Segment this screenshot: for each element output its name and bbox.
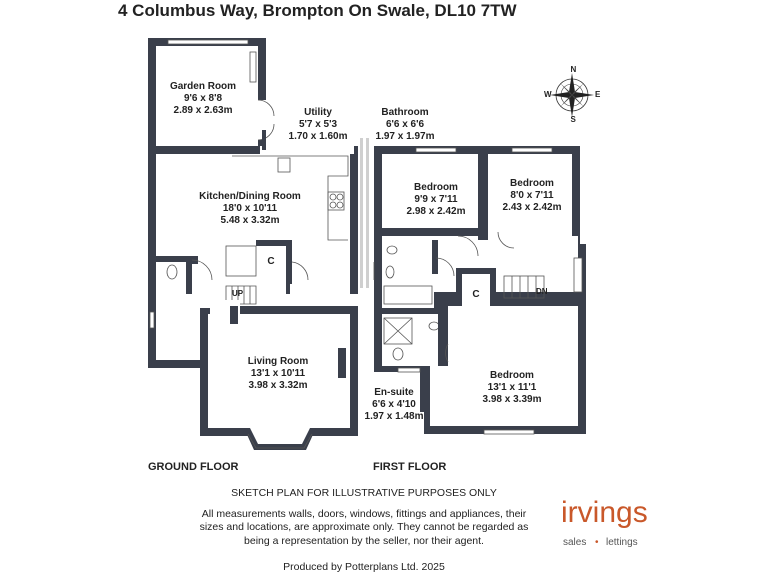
garden-room-name: Garden Room — [169, 81, 237, 92]
utility-name: Utility — [304, 107, 332, 118]
brand-tagline-sep: • — [595, 537, 599, 548]
brand-tagline-left: sales — [563, 537, 587, 548]
stairs-dn-label: DN — [536, 287, 548, 296]
bathroom-name: Bathroom — [381, 107, 429, 118]
compass-east: E — [595, 90, 601, 99]
living-room-imperial: 13'1 x 10'11 — [250, 368, 306, 379]
disclaimer-heading: SKETCH PLAN FOR ILLUSTRATIVE PURPOSES ONLY — [231, 487, 497, 499]
ground-floor-label: GROUND FLOOR — [148, 461, 239, 473]
utility-metric: 1.70 x 1.60m — [288, 131, 348, 142]
first-cupboard-label: C — [472, 289, 480, 300]
ensuite-metric: 1.97 x 1.48m — [364, 411, 424, 422]
disclaimer-line1: All measurements walls, doors, windows, fittings and appliances, their — [201, 508, 527, 520]
bedroom2-imperial: 8'0 x 7'11 — [510, 190, 554, 201]
compass-west: W — [544, 90, 552, 99]
kitchen-name: Kitchen/Dining Room — [199, 191, 301, 202]
living-room-metric: 3.98 x 3.32m — [248, 380, 308, 391]
bedroom1-name: Bedroom — [414, 182, 458, 193]
compass-south: S — [570, 115, 576, 124]
living-room-name: Living Room — [247, 356, 309, 367]
irvings-logo — [561, 496, 648, 548]
brand-name: irvings — [561, 496, 648, 529]
ensuite-imperial: 6'6 x 4'10 — [372, 399, 416, 410]
first-floor-label: FIRST FLOOR — [373, 461, 447, 473]
bedroom3-metric: 3.98 x 3.39m — [482, 394, 542, 405]
ensuite-name: En-suite — [374, 387, 414, 398]
stairs-up-label: UP — [232, 289, 244, 298]
compass-north: N — [570, 65, 577, 74]
bedroom3-name: Bedroom — [490, 370, 534, 381]
disclaimer-line2: sizes and locations, are approximate only. They cannot be regarded as — [199, 521, 529, 533]
bedroom2-metric: 2.43 x 2.42m — [502, 202, 562, 213]
bedroom1-imperial: 9'9 x 7'11 — [414, 194, 458, 205]
garden-room-metric: 2.89 x 2.63m — [173, 105, 233, 116]
brand-tagline-right: lettings — [606, 537, 638, 548]
bedroom3-imperial: 13'1 x 11'1 — [487, 382, 537, 393]
kitchen-metric: 5.48 x 3.32m — [220, 215, 280, 226]
floor-divider — [360, 138, 363, 288]
compass-rose-icon — [544, 65, 601, 124]
bathroom-metric: 1.97 x 1.97m — [375, 131, 435, 142]
kitchen-imperial: 18'0 x 10'11 — [222, 203, 278, 214]
bedroom1-metric: 2.98 x 2.42m — [406, 206, 466, 217]
bedroom2-name: Bedroom — [510, 178, 554, 189]
ground-cupboard-label: C — [267, 256, 275, 267]
bathroom-imperial: 6'6 x 6'6 — [385, 119, 425, 130]
disclaimer-line3: being a representation by the seller, nor their agent. — [244, 535, 484, 547]
producer-credit: Produced by Potterplans Ltd. 2025 — [283, 561, 445, 573]
page-title: 4 Columbus Way, Brompton On Swale, DL10 7TW — [118, 1, 517, 20]
garden-room-imperial: 9'6 x 8'8 — [183, 93, 223, 104]
floor-divider-2 — [366, 138, 369, 288]
utility-imperial: 5'7 x 5'3 — [298, 119, 338, 130]
